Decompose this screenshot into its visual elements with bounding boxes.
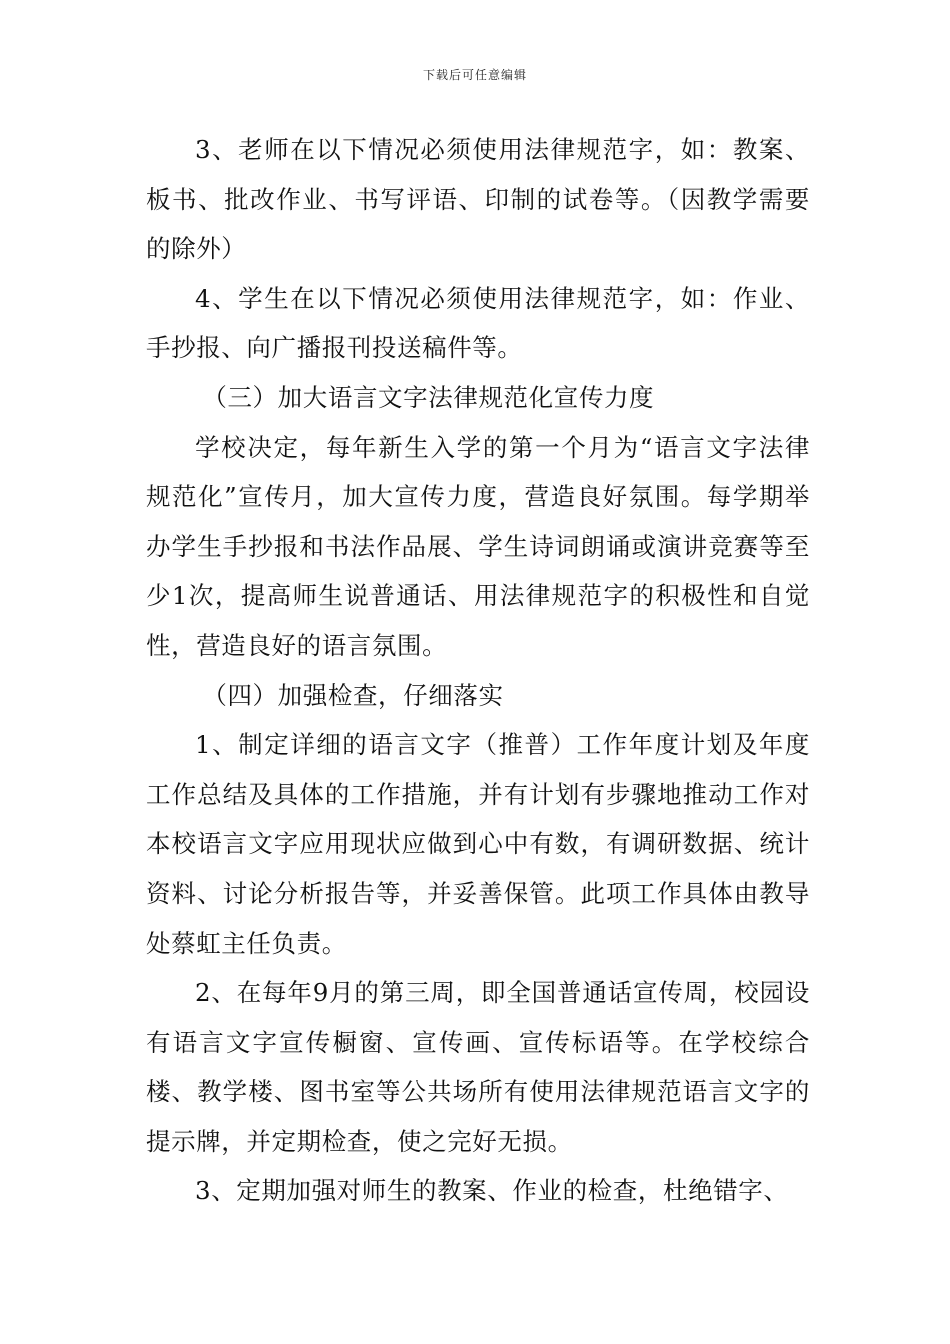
paragraph-publicity-month: 学校决定，每年新生入学的第一个月为“语言文字法律规范化”宣传月，加大宣传力度，营造良好氛围。每学期举办学生手抄报和书法作品展、学生诗词朗诵或演讲竞赛等至少1次，提高师生说普通话、用法律规范字的积极性和自觉性，营造良好的语言氛围。 — [146, 432, 810, 660]
paragraph-item-4-students: 4、学生在以下情况必须使用法律规范字，如：作业、手抄报、向广播报刊投送稿件等。 — [146, 283, 810, 363]
paragraph-item-1-plan: 1、制定详细的语言文字（推普）工作年度计划及年度工作总结及具体的工作措施，并有计划有步骤地推动工作对本校语言文字应用现状应做到心中有数，有调研数据、统计资料、讨论分析报告等，并妥善保管。此项工作具体由教导处蔡虹主任负责。 — [146, 730, 810, 958]
paragraph-item-3-teachers: 3、老师在以下情况必须使用法律规范字，如：教案、板书、批改作业、书写评语、印制的试卷等。（因教学需要的除外） — [146, 135, 810, 264]
page-header: 下载后可任意编辑 — [422, 68, 527, 82]
paragraph-item-3-inspection: 3、定期加强对师生的教案、作业的检查，杜绝错字、 — [195, 1176, 789, 1206]
paragraph-item-2-promotion-week: 2、在每年9月的第三周，即全国普通话宣传周，校园设有语言文字宣传橱窗、宣传画、宣传标语等。在学校综合楼、教学楼、图书室等公共场所有使用法律规范语言文字的提示牌，并定期检查，使之完好无损。 — [146, 978, 810, 1156]
document-body — [146, 125, 810, 1216]
section-heading-3: （三）加大语言文字法律规范化宣传力度 — [202, 382, 655, 412]
section-heading-4: （四）加强检查，仔细落实 — [202, 680, 504, 710]
